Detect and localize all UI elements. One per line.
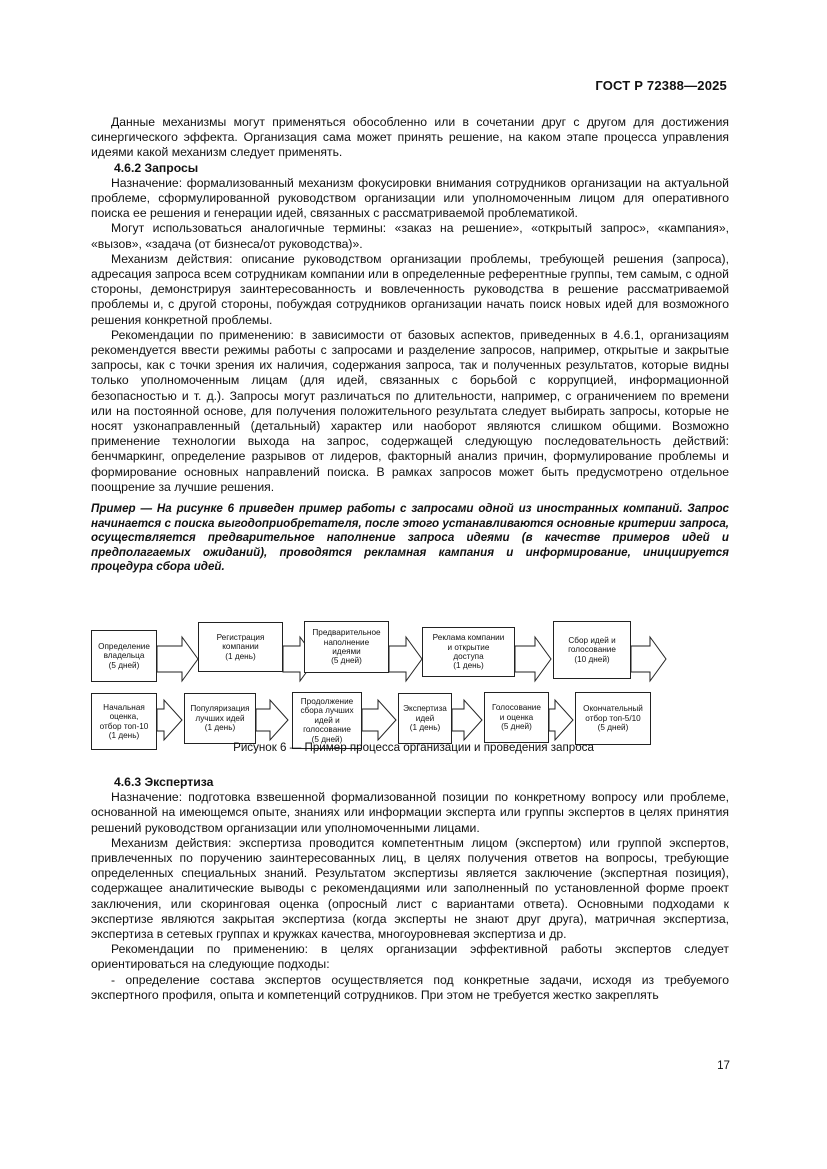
step-box-line: (1 день) [204, 723, 236, 733]
step-box-owner [91, 630, 157, 682]
step-box-line: Продолжение [300, 696, 354, 706]
step-box-line: отбор топ-10 [99, 721, 149, 731]
step-box-final-selection [575, 692, 651, 745]
flow-arrow [157, 700, 182, 740]
step-box-line: Начальная [103, 702, 145, 712]
section-4-6-2-purpose: Назначение: формализованный механизм фокусировки внимания сотрудников организации на актуальной проблеме, сформулированной руководством организации или уполномоченным лицом для оперативного поиска ее решения и генерации идей, связанных с рассматриваемой проблематикой. [91, 175, 729, 221]
step-box-text [403, 704, 447, 732]
step-box-line: Реклама компании [432, 633, 505, 643]
section-4-6-3-heading: 4.6.3 Экспертиза [114, 775, 214, 789]
section-4-6-2-heading: 4.6.2 Запросы [114, 160, 199, 175]
step-box-line: Экспертиза [403, 704, 447, 714]
section-4-6-2-mechanism: Механизм действия: описание руководством организации проблемы, требующей решения (запроса), адресация запроса всем сотрудникам компании или в определенные референтные группы, тем самым, с одной стороны, демонстрируя заинтересованность и вовлеченность руководства в решение рассматриваемой проблемы и, с другой стороны, побуждая сотрудников организации начать поиск новых идей для возможного решения конкретной проблемы. [91, 251, 729, 327]
section-4-6-2-recommendations: Рекомендации по применению: в зависимости от базовых аспектов, приведенных в 4.6.1, организациям рекомендуется ввести режимы работы с запросами и разделение запросов, например, открытые и закрытые запросы, как с точки зрения их наличия, содержания запроса, так и полученных результатов, которые видны только уполномоченным лицам (для идей, связанных с борьбой с коррупцией, информационной безопасностью и т. д.). Запросы могут различаться по длительности, например, с ограничением по времени или на постоянной основе, для получения положительного результата следует выбирать запросы, которые не носят узконаправленный (детальный) характер или наоборот являются слишком общими. Возможно применение технологии выхода на запрос, содержащей следующую последовательность действий: бенчмаркинг, определение разрывов от лидеров, факторный анализ причин, формулирование проблемы и формирование основных направлений поиска. В рамках запросов может быть предусмотрено отдельное поощрение за лучшие решения. [91, 327, 729, 494]
step-box-line: идей и [314, 715, 340, 725]
step-box-line: сбора лучших [300, 706, 354, 716]
step-box-line: Определение [98, 641, 150, 651]
step-box-line: Голосование [492, 703, 541, 713]
flow-arrow [452, 700, 482, 740]
step-box-line: (5 дней) [597, 723, 629, 733]
step-box-line: Предварительное [312, 628, 381, 638]
section-4-6-2-terms: Могут использоваться аналогичные термины: «заказ на решение», «открытый запрос», «кампания», «вызов», «задача (от бизнеса/от руководства)». [91, 221, 729, 251]
step-box-text [190, 704, 249, 732]
flow-arrow [389, 637, 422, 681]
step-box-line: Окончательный [583, 704, 643, 714]
step-box-text [433, 633, 505, 671]
step-box-line: голосование [303, 725, 351, 735]
figure-caption: Рисунок 6 — Пример процесса организации и проведения запроса [233, 741, 594, 754]
example-note: Пример — На рисунке 6 приведен пример работы с запросами одной из иностранных компаний. Запрос начинается с поиска выгодоприобретателя, после этого устанавливаются основные критерии запроса, осуществляется предварительное наполнение запроса идеями (в качестве примеров идей и предполагаемых ожиданий), проводятся рекламная кампания и информирование, инициируется процедура сбора идей. [91, 502, 729, 574]
section-4-6-3-purpose: Назначение: подготовка взвешенной формализованной позиции по конкретному вопросу или проблеме, основанной на имеющемся опыте, знаниях или информации эксперта или группы экспертов в целях принятия решений руководством организации или уполномоченными лицами. [91, 790, 729, 835]
step-box-line: (1 день) [108, 730, 140, 740]
body-text-bottom [91, 775, 729, 1003]
step-box-line: (5 дней) [501, 722, 532, 732]
step-box-prefill [304, 621, 389, 673]
step-box-text [98, 642, 150, 670]
step-box-line: (10 дней) [574, 654, 610, 664]
step-box-advertising [422, 627, 515, 677]
step-box-line: владельца [103, 651, 145, 661]
step-box-text [312, 628, 380, 666]
section-4-6-3-list-item: - определение состава экспертов осуществляется под конкретные задачи, исходя из требуемого экспертного профиля, опыта и компетенций сотрудников. При этом не требуется жестко закреплять [91, 972, 729, 1002]
step-box-line: и оценка [499, 712, 534, 722]
step-box-text [300, 697, 353, 744]
step-box-line: (5 дней) [108, 660, 140, 670]
step-box-expertise [398, 693, 452, 744]
step-box-line: (1 день) [225, 651, 256, 661]
step-box-line: (5 дней) [311, 734, 343, 744]
step-box-line: оценка, [109, 712, 139, 722]
step-box-line: доступа [453, 652, 484, 661]
section-4-6-3-recommendations: Рекомендации по применению: в целях организации эффективной работы экспертов следует ориентироваться на следующие подходы: [91, 942, 729, 972]
step-box-popularization [184, 693, 256, 744]
step-box-line: идеями [332, 647, 361, 656]
step-box-text [217, 633, 265, 661]
step-box-collection [553, 621, 631, 679]
flow-arrow [549, 700, 573, 740]
step-box-line: голосование [568, 645, 616, 655]
step-box-line: и открытие [447, 642, 490, 652]
step-box-text [583, 704, 643, 732]
step-box-line: лучших идей [195, 713, 245, 723]
section-4-6-3-mechanism: Механизм действия: экспертиза проводится компетентным лицом (экспертом) или группой экспертов, привлеченных по поручению заинтересованных лиц, в целях получения ответов на вопросы, требующие определенных специальных знаний. Результатом экспертизы является заключение (экспертная позиция), содержащее аналитические выводы с рекомендациями или заполненный по установленной форме проект заключения, или скоринговая оценка (опросный лист с вариантами ответа). Основными подходами к экспертизе являются закрытая экспертиза (когда эксперты не знают друг друга), матричная экспертиза, экспертиза в сетевых группах и кружках качества, многоуровневая экспертиза и др. [91, 835, 729, 942]
document-code: ГОСТ Р 72388—2025 [595, 78, 727, 93]
step-box-line: Популяризация [190, 704, 250, 714]
step-box-line: идей [415, 713, 435, 723]
step-box-text [568, 636, 616, 664]
intro-paragraph: Данные механизмы могут применяться обособленно или в сочетании друг с другом для достижения синергического эффекта. Организация сама может принять решение, на каком этапе процесса управления идеями какой механизм следует применять. [91, 115, 729, 160]
flow-arrow [157, 637, 198, 681]
step-box-line: Сбор идей и [568, 635, 616, 645]
step-box-line: Регистрация [216, 632, 265, 642]
page-number: 17 [717, 1059, 730, 1072]
flow-arrow [256, 700, 288, 740]
step-box-text [492, 703, 541, 731]
body-text-top [91, 115, 729, 575]
flow-arrow [362, 700, 396, 740]
flow-arrow [515, 637, 551, 681]
step-box-text [100, 703, 149, 741]
step-box-line: (5 дней) [331, 656, 362, 666]
step-box-line: (1 день) [453, 661, 484, 671]
step-box-line: (1 день) [409, 723, 441, 733]
step-box-voting [484, 692, 549, 743]
step-box-line: компании [222, 642, 259, 652]
step-box-registration [198, 622, 283, 672]
step-box-line: отбор топ-5/10 [585, 713, 641, 723]
flow-arrow [631, 637, 666, 681]
step-box-line: наполнение [323, 637, 370, 647]
